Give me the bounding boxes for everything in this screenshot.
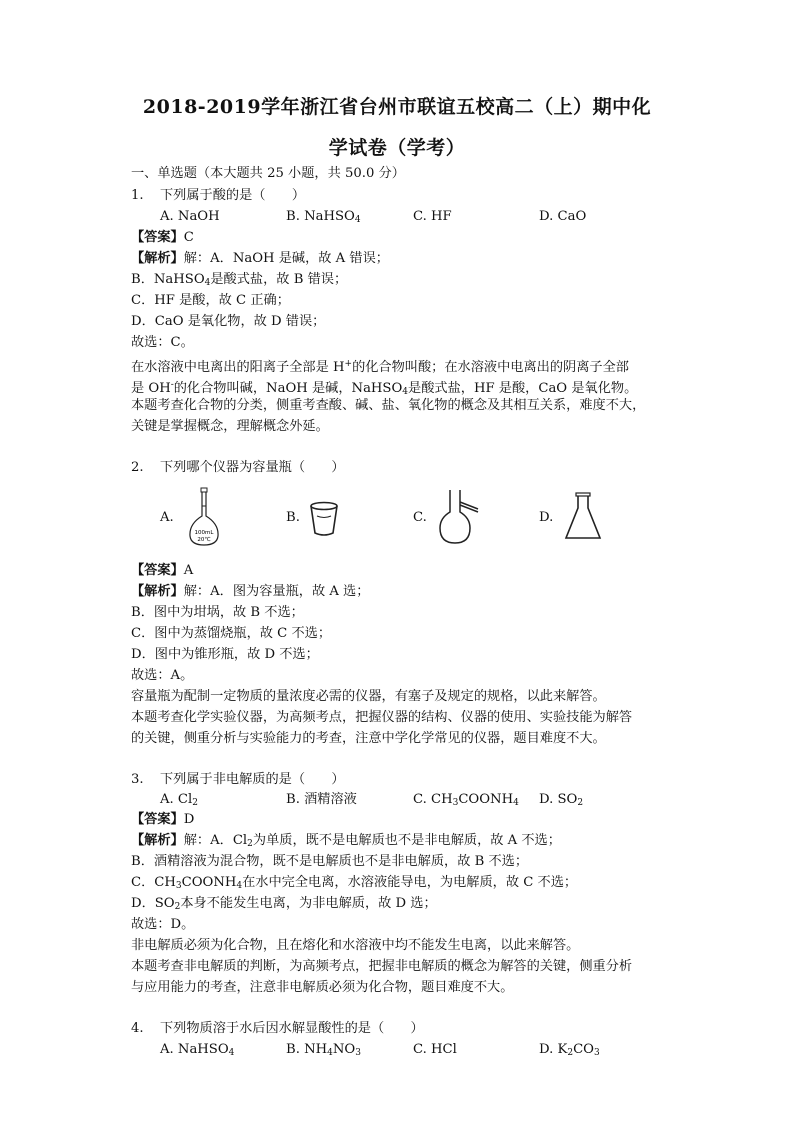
volumetric-flask-icon [186, 486, 222, 548]
q3-option-d: D. $SO_2$ [539, 792, 584, 808]
q3-analysis-3: C．$CH_3COONH_4$在水中完全电离，水溶液能导电，为电解质，故 C 不选； [131, 875, 578, 891]
q2-option-a-label: A. [160, 510, 174, 525]
q2-answer: 【答案】A [131, 563, 194, 578]
q1-option-b: B. NaHSO$_4$ [286, 209, 361, 225]
flask-label-volume: 100mL [194, 530, 214, 536]
q3-number: 3. [131, 772, 144, 787]
q1-analysis-9: 关键是掌握概念，理解概念外延。 [131, 419, 329, 434]
distillation-flask-icon [436, 488, 480, 546]
q4-number: 4. [131, 1021, 144, 1036]
q3-analysis-5: 故选：D。 [131, 917, 195, 932]
q1-analysis-2: B．NaHSO$_4$是酸式盐，故 B 错误； [131, 272, 348, 288]
q2-number: 2. [131, 460, 144, 475]
q3-analysis-8: 与应用能力的考查，注意非电解质必须为化合物，题目难度不大。 [131, 980, 514, 995]
q3-text: 下列属于非电解质的是（ ） [160, 772, 345, 787]
q1-analysis-7: 是 OH-的化合物叫碱，NaOH 是碱，NaHSO$_4$是酸式盐，HF 是酸，CaO 是氧化物。 [131, 380, 638, 397]
q4-option-d: D. $K_2CO_3$ [539, 1042, 600, 1058]
q3-analysis-1: 【解析】解：A．$Cl_2$为单质，既不是电解质也不是非电解质，故 A 不选； [131, 833, 561, 849]
title-line-1: 2018-2019学年浙江省台州市联谊五校高二（上）期中化 [142, 96, 652, 118]
q2-analysis-6: 容量瓶为配制一定物质的量浓度必需的仪器，有塞子及规定的规格，以此来解答。 [131, 689, 606, 704]
q1-option-a: A. NaOH [160, 209, 220, 224]
q1-text: 下列属于酸的是（ ） [160, 188, 306, 203]
q1-analysis-3: C．HF 是酸，故 C 正确； [131, 293, 290, 308]
q3-option-a: A. $Cl_2$ [160, 792, 198, 808]
q3-answer: 【答案】D [131, 812, 195, 827]
q2-analysis-8: 的关键，侧重分析与实验能力的考查，注意中学化学常见的仪器，题目难度不大。 [131, 731, 606, 746]
conical-flask-icon [563, 492, 603, 542]
q2-option-c-label: C. [413, 510, 427, 525]
q2-analysis-7: 本题考查化学实验仪器，为高频考点，把握仪器的结构、仪器的使用、实验技能为解答 [131, 710, 633, 725]
q1-analysis-6: 在水溶液中电离出的阳离子全部是 H+的化合物叫酸；在水溶液中电离出的阴离子全部 [131, 359, 629, 375]
crucible-icon [308, 500, 340, 538]
q4-text: 下列物质溶于水后因水解显酸性的是（ ） [160, 1021, 424, 1036]
q1-answer: 【答案】C [131, 230, 194, 245]
q1-number: 1. [131, 188, 144, 203]
q1-analysis-5: 故选：C。 [131, 335, 194, 350]
q2-option-b-label: B. [286, 510, 300, 525]
q2-analysis-1: 【解析】解：A．图为容量瓶，故 A 选； [131, 584, 370, 599]
q3-analysis-6: 非电解质必须为化合物，且在熔化和水溶液中均不能发生电离，以此来解答。 [131, 938, 580, 953]
q1-analysis-8: 本题考查化合物的分类，侧重考查酸、碱、盐、氧化物的概念及其相互关系，难度不大， [131, 398, 646, 413]
q3-option-c: C. $CH_3COONH_4$ [413, 792, 519, 808]
q3-analysis-7: 本题考查非电解质的判断，为高频考点，把握非电解质的概念为解答的关键，侧重分析 [131, 959, 633, 974]
q2-analysis-5: 故选：A。 [131, 668, 194, 683]
q2-analysis-4: D．图中为锥形瓶，故 D 不选； [131, 647, 319, 662]
q2-analysis-3: C．图中为蒸馏烧瓶，故 C 不选； [131, 626, 332, 641]
q2-text: 下列哪个仪器为容量瓶（ ） [160, 460, 345, 475]
q1-analysis-1: 【解析】解：A．NaOH 是碱，故 A 错误； [131, 251, 389, 266]
q1-option-c: C. HF [413, 209, 452, 224]
q2-option-d-label: D. [539, 510, 554, 525]
q3-analysis-2: B．酒精溶液为混合物，既不是电解质也不是非电解质，故 B 不选； [131, 854, 529, 869]
q4-option-b: B. $NH_4NO_3$ [286, 1042, 361, 1058]
q3-option-b: B. 酒精溶液 [286, 792, 357, 807]
section-heading: 一、单选题（本大题共 25 小题，共 50.0 分） [131, 166, 405, 181]
q3-analysis-4: D．$SO_2$本身不能发生电离，为非电解质，故 D 选； [131, 896, 437, 912]
q4-option-c: C. HCl [413, 1042, 457, 1057]
title-line-2: 学试卷（学考） [328, 137, 466, 159]
q4-option-a: A. NaHSO$_4$ [160, 1042, 235, 1058]
flask-label-temp: 20℃ [197, 537, 211, 543]
q1-analysis-4: D．CaO 是氧化物，故 D 错误； [131, 314, 326, 329]
q1-option-d: D. CaO [539, 209, 587, 224]
q2-analysis-2: B．图中为坩埚，故 B 不选； [131, 605, 304, 620]
